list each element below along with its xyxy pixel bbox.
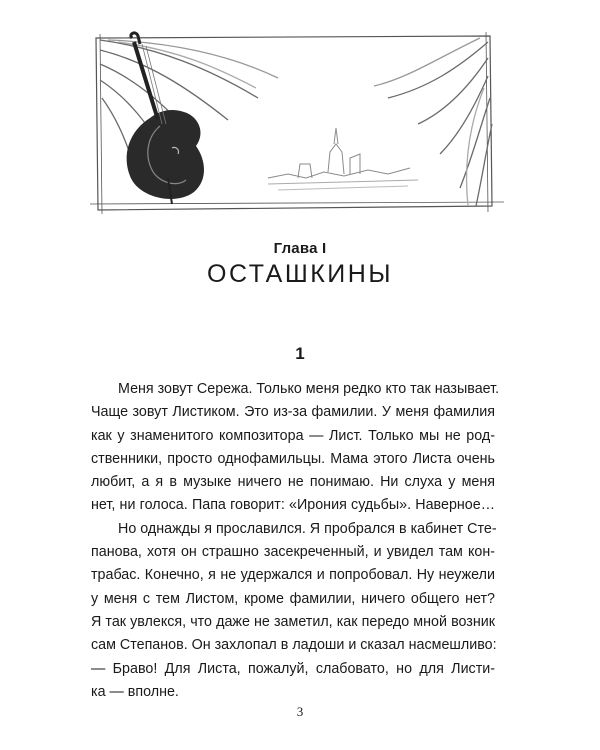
text-line: Я так увлекся, что даже не заметил, как передо мной возник (91, 613, 495, 630)
chapter-illustration (88, 28, 512, 218)
text-line: трабас. Конечно, я не удержался и попробовал. Ну неужели (91, 567, 495, 584)
text-line: как у знаменитого композитора — Лист. Только мы не род- (91, 427, 495, 444)
text-line: сам Степанов. Он захлопал в ладоши и сказал насмешливо: (91, 637, 497, 654)
text-line: панова, хотя он страшно засекреченный, и увидел там кон- (91, 544, 495, 561)
text-line: любит, а я в музыке ничего не понимаю. Ни слуха у меня (91, 474, 495, 491)
double-bass-sketch (127, 33, 204, 204)
text-line: у меня с тем Листом, кроме фамилии, ничего общего нет? (91, 590, 495, 607)
chapter-label: Глава I (273, 240, 327, 257)
text-line: Чаще зовут Листиком. Это из-за фамилии. У меня фамилия (91, 404, 495, 421)
body-text (91, 378, 500, 704)
text-line: Меня зовут Сережа. Только меня редко кто так называет. (118, 381, 500, 397)
dialogue-line: — Браво! Для Листа, пожалуй, слабовато, но для Листи- (91, 660, 495, 677)
chapter-title: ОСТАШКИНЫ (207, 260, 393, 288)
page-number: 3 (296, 704, 304, 719)
text-line: ственники, просто однофамильцы. Мама этого Листа очень (91, 450, 495, 467)
text-line: нет, ни голоса. Папа говорит: «Ирония судьбы». Наверное… (91, 497, 495, 514)
city-view-sketch (268, 128, 418, 190)
text-line: ка — вполне. (91, 683, 179, 700)
text-line: Но однажды я прославился. Я пробрался в кабинет Сте- (118, 520, 497, 537)
section-number: 1 (295, 344, 305, 363)
